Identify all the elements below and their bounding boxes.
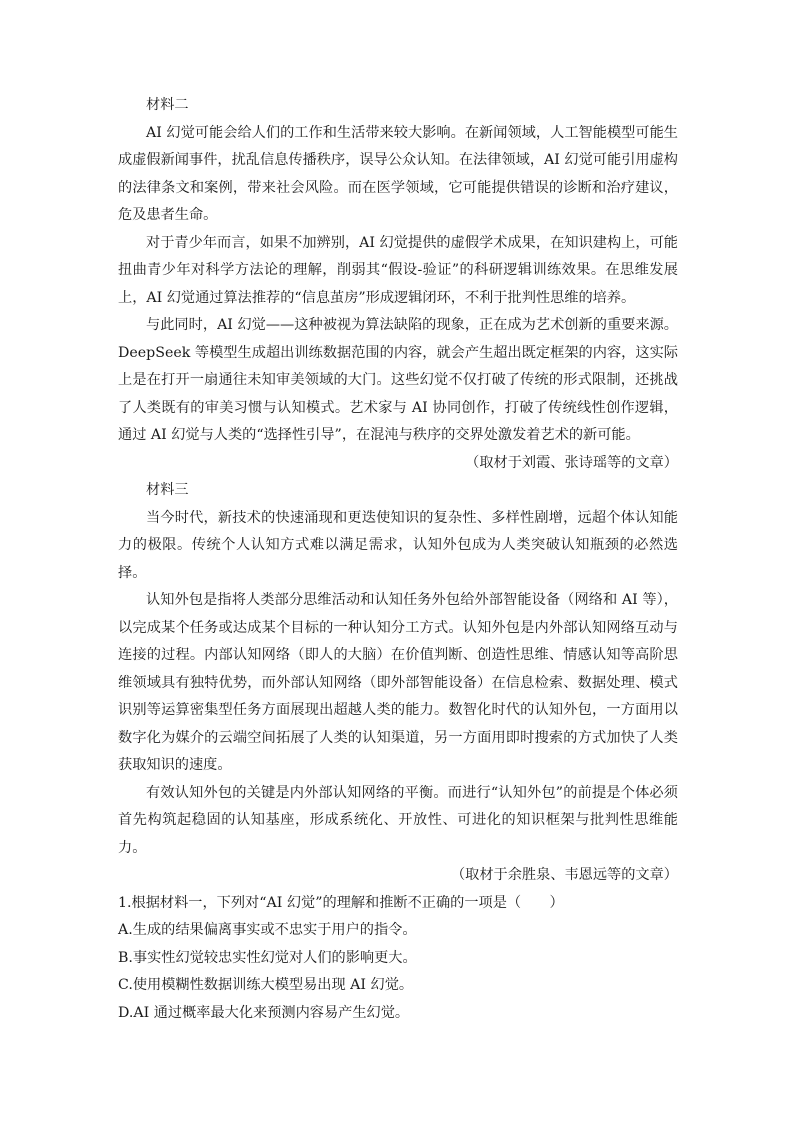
material2-paragraph-2: 对于青少年而言，如果不加辨别，AI 幻觉提供的虚假学术成果，在知识建构上，可能扭曲青少年对科学方法论的理解，削弱其“假设-验证”的科研逻辑训练效果。在思维发展上，AI 幻觉通过算法推荐的“信息茧房”形成逻辑闭环，不利于批判性思维的培养。 — [118, 234, 678, 306]
material3-paragraph-1: 当今时代，新技术的快速涌现和更迭使知识的复杂性、多样性剧增，远超个体认知能力的极限。传统个人认知方式难以满足需求，认知外包成为人类突破认知瓶颈的必然选择。 — [118, 509, 678, 581]
material2-source: （取材于刘霞、张诗瑶等的文章） — [465, 454, 678, 471]
question-1-option-d: D.AI 通过概率最大化来预测内容易产生幻觉。 — [118, 1004, 410, 1021]
material3-heading: 材料三 — [146, 482, 189, 498]
material2-paragraph-1: AI 幻觉可能会给人们的工作和生活带来较大影响。在新闻领域，人工智能模型可能生成虚假新闻事件，扰乱信息传播秩序，误导公众认知。在法律领域，AI 幻觉可能引用虚构的法律条文和案例，带来社会风险。而在医学领域，它可能提供错误的诊断和治疗建议，危及患者生命。 — [118, 124, 678, 223]
material3-paragraph-2: 认知外包是指将人类部分思维活动和认知任务外包给外部智能设备（网络和 AI 等），以完成某个任务或达成某个目标的一种认知分工方式。认知外包是内外部认知网络互动与连接的过程。内部认知网络（即人的大脑）在价值判断、创造性思维、情感认知等高阶思维领域具有独特优势，而外部认知网络（即外部智能设备）在信息检索、数据处理、模式识别等运算密集型任务方面展现出超越人类的能力。数智化时代的认知外包，一方面用以数字化为媒介的云端空间拓展了人类的认知渠道，另一方面用即时搜索的方式加快了人类获取知识的速度。 — [118, 592, 678, 773]
question-1-option-a: A.生成的结果偏离事实或不忠实于用户的指令。 — [118, 922, 417, 938]
question-1-option-b: B.事实性幻觉较忠实性幻觉对人们的影响更大。 — [118, 949, 417, 966]
material3-source: （取材于余胜泉、韦恩远等的文章） — [450, 867, 678, 883]
material2-heading: 材料二 — [146, 97, 189, 113]
material2-paragraph-3: 与此同时，AI 幻觉——这种被视为算法缺陷的现象，正在成为艺术创新的重要来源。DeepSeek 等模型生成超出训练数据范围的内容，就会产生超出既定框架的内容，这实际上是在打开一扇通往未知审美领域的大门。这些幻觉不仅打破了传统的形式限制，还挑战了人类既有的审美习惯与认知模式。艺术家与 AI 协同创作，打破了传统线性创作逻辑，通过 AI 幻觉与人类的“选择性引导”，在混沌与秩序的交界处激发着艺术的新可能。 — [118, 317, 678, 443]
document-page — [118, 92, 678, 1027]
material3-paragraph-3: 有效认知外包的关键是内外部认知网络的平衡。而进行“认知外包”的前提是个体必须首先构筑起稳固的认知基座，形成系统化、开放性、可进化的知识框架与批判性思维能力。 — [118, 784, 678, 856]
question-1-option-c: C.使用模糊性数据训练大模型易出现 AI 幻觉。 — [118, 977, 414, 993]
question-1-stem: 1.根据材料一，下列对“AI 幻觉”的理解和推断不正确的一项是（ ） — [118, 894, 564, 911]
